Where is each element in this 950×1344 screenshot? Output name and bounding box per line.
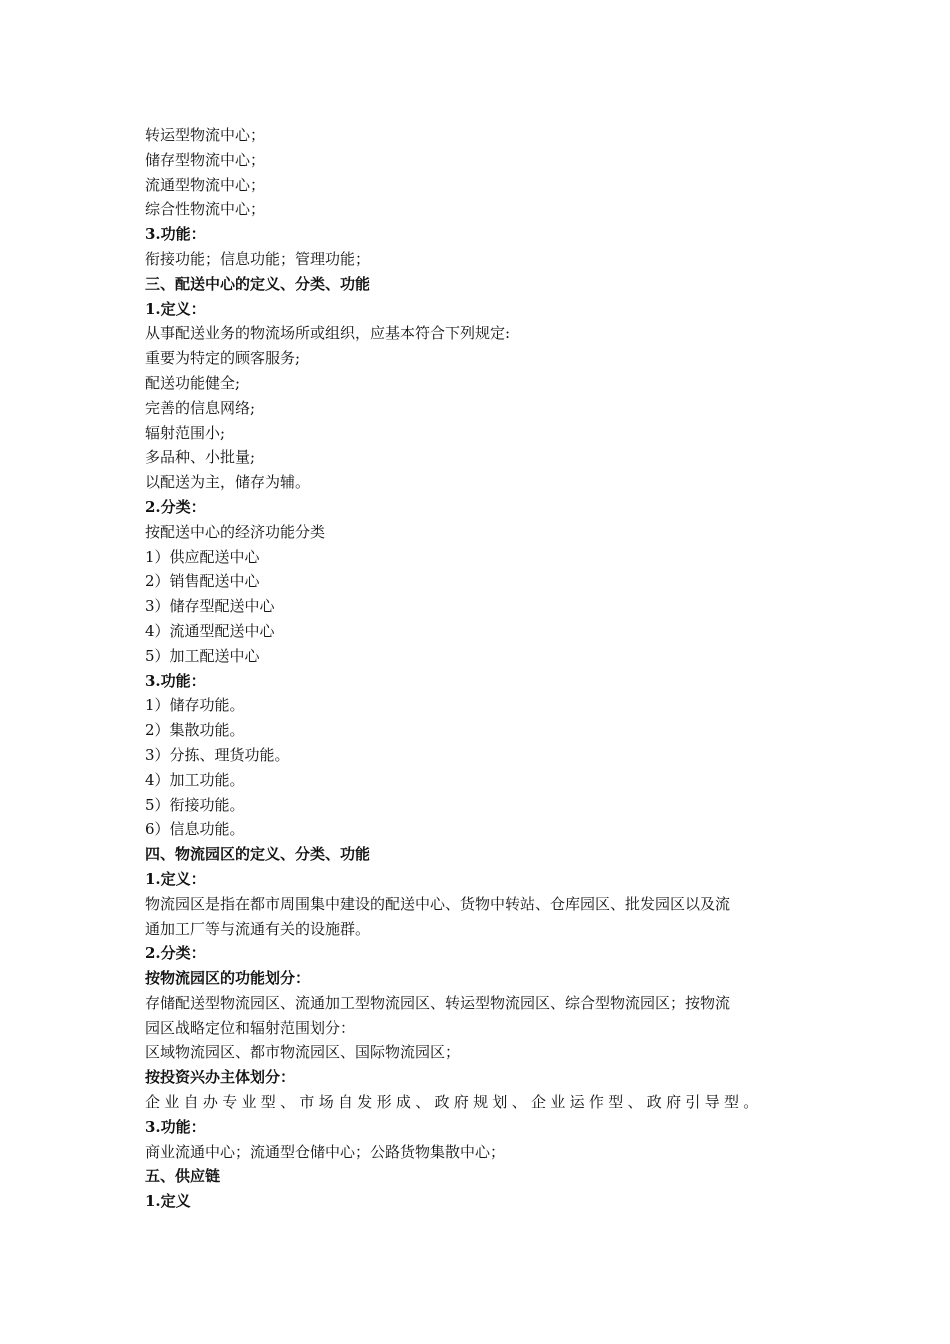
section-heading: 四、物流园区的定义、分类、功能 bbox=[145, 845, 371, 864]
text-line: 多品种、小批量; bbox=[145, 448, 256, 467]
text-line: 园区战略定位和辐射范围划分： bbox=[145, 1018, 356, 1037]
text-line: 2）销售配送中心 bbox=[145, 572, 260, 591]
text-line: 2）集散功能。 bbox=[145, 721, 245, 740]
text-line: 企业自办专业型、市场自发形成、政府规划、企业运作型、政府引导型。 bbox=[145, 1093, 763, 1112]
text-line: 配送功能健全; bbox=[145, 373, 241, 392]
text-line: 从事配送业务的物流场所或组织，应基本符合下列规定: bbox=[145, 324, 511, 343]
section-heading: 2.分类： bbox=[145, 497, 206, 516]
section-heading: 按物流园区的功能划分： bbox=[145, 969, 311, 988]
section-heading: 1.定义： bbox=[145, 869, 206, 888]
text-line: 重要为特定的顾客服务; bbox=[145, 349, 301, 368]
text-line: 4）流通型配送中心 bbox=[145, 621, 275, 640]
text-line: 1）供应配送中心 bbox=[145, 547, 260, 566]
text-line: 商业流通中心；流通型仓储中心；公路货物集散中心； bbox=[145, 1142, 506, 1161]
text-line: 5）衔接功能。 bbox=[145, 795, 245, 814]
section-heading: 五、供应链 bbox=[145, 1167, 221, 1186]
text-line: 5）加工配送中心 bbox=[145, 646, 260, 665]
text-line: 物流园区是指在都市周围集中建设的配送中心、货物中转站、仓库园区、批发园区以及流 bbox=[145, 894, 731, 913]
section-heading: 2.分类： bbox=[145, 944, 206, 963]
text-line: 衔接功能；信息功能；管理功能； bbox=[145, 249, 371, 268]
text-line: 流通型物流中心； bbox=[145, 175, 266, 194]
document-page bbox=[145, 123, 810, 1214]
text-line: 综合性物流中心； bbox=[145, 200, 266, 219]
text-line: 以配送为主，储存为辅。 bbox=[145, 473, 311, 492]
text-line: 通加工厂等与流通有关的设施群。 bbox=[145, 919, 371, 938]
section-heading: 3.功能： bbox=[145, 671, 206, 690]
text-line: 按配送中心的经济功能分类 bbox=[145, 522, 326, 541]
text-line: 储存型物流中心； bbox=[145, 150, 266, 169]
section-heading: 1.定义 bbox=[145, 1192, 191, 1211]
text-line: 6）信息功能。 bbox=[145, 820, 245, 839]
section-heading: 按投资兴办主体划分： bbox=[145, 1068, 296, 1087]
text-line: 1）储存功能。 bbox=[145, 696, 245, 715]
text-line: 区域物流园区、都市物流园区、国际物流园区； bbox=[145, 1043, 461, 1062]
text-line: 转运型物流中心； bbox=[145, 126, 266, 144]
section-heading: 1.定义： bbox=[145, 299, 206, 318]
section-heading: 三、配送中心的定义、分类、功能 bbox=[145, 274, 371, 293]
section-heading: 3.功能： bbox=[145, 1117, 206, 1136]
text-line: 3）储存型配送中心 bbox=[145, 597, 275, 616]
text-line: 3）分拣、理货功能。 bbox=[145, 745, 290, 764]
text-line: 存储配送型物流园区、流通加工型物流园区、转运型物流园区、综合型物流园区；按物流 bbox=[145, 993, 731, 1012]
section-heading: 3.功能： bbox=[145, 225, 206, 244]
text-line: 辐射范围小; bbox=[145, 423, 226, 442]
text-line: 完善的信息网络; bbox=[145, 398, 256, 417]
text-line: 4）加工功能。 bbox=[145, 770, 245, 789]
